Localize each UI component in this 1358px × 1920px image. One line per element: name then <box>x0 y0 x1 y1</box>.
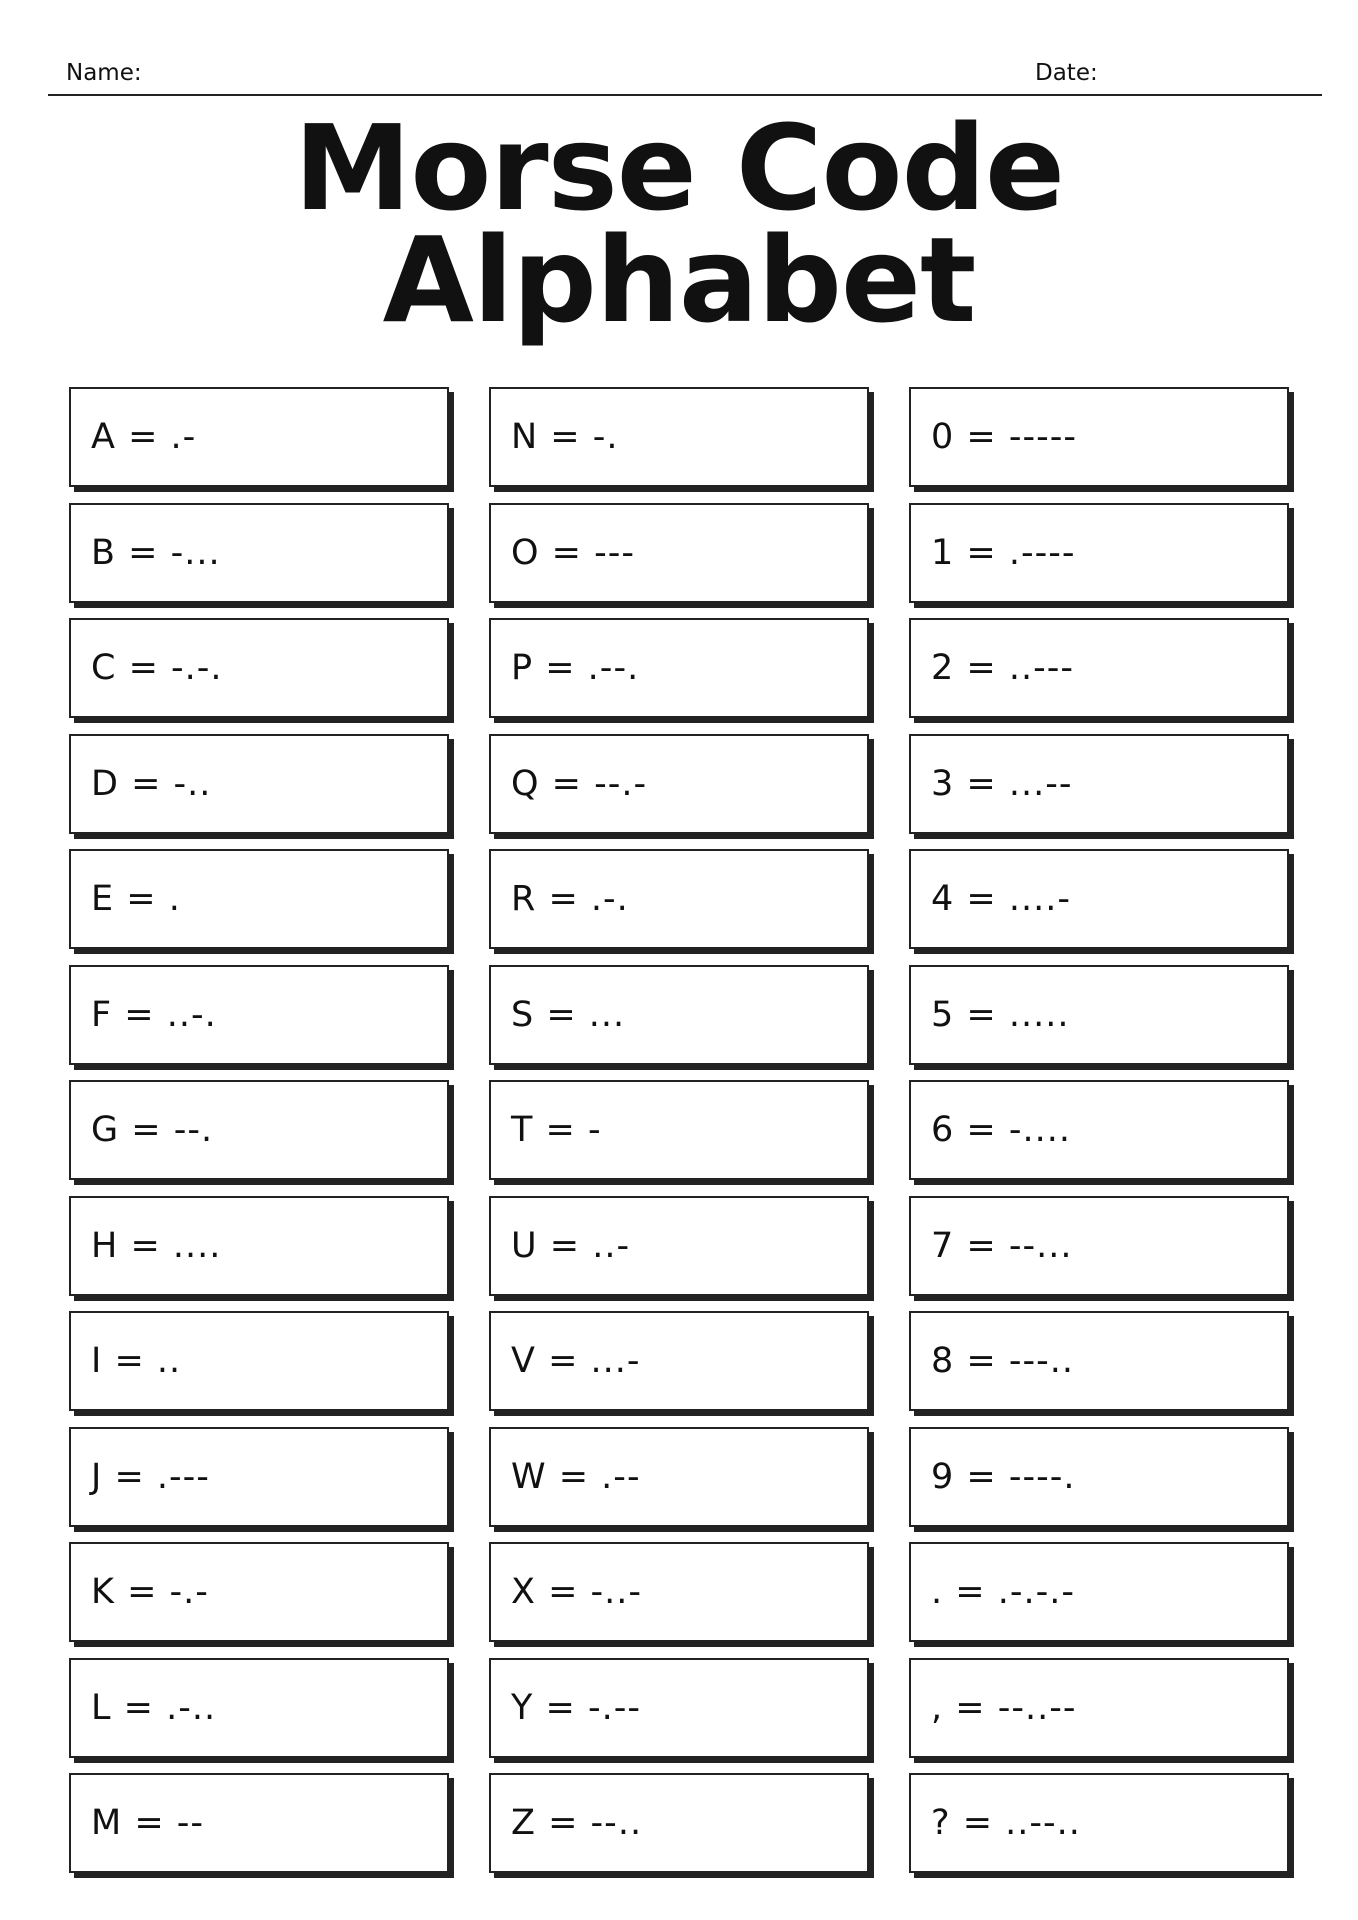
morse-card <box>489 734 869 834</box>
morse-card <box>69 1196 449 1296</box>
morse-card <box>489 387 869 487</box>
morse-card-text: 9 = ----. <box>931 1457 1076 1497</box>
morse-card-text: A = .- <box>91 417 197 457</box>
morse-card <box>69 1427 449 1527</box>
morse-card-text: O = --- <box>511 533 636 573</box>
morse-card <box>909 965 1289 1065</box>
morse-card <box>909 618 1289 718</box>
morse-card <box>909 1658 1289 1758</box>
morse-card <box>489 618 869 718</box>
morse-card-text: E = . <box>91 879 181 919</box>
morse-card <box>909 849 1289 949</box>
morse-card-text: 8 = ---.. <box>931 1341 1074 1381</box>
name-label: Name: <box>66 60 142 86</box>
morse-card-text: S = ... <box>511 995 626 1035</box>
morse-card <box>909 503 1289 603</box>
morse-card-text: 4 = ....- <box>931 879 1071 919</box>
morse-card-text: R = .-. <box>511 879 629 919</box>
morse-card <box>69 734 449 834</box>
morse-card <box>489 1427 869 1527</box>
morse-card-text: Z = --.. <box>511 1803 643 1843</box>
morse-card <box>489 965 869 1065</box>
morse-card <box>69 1658 449 1758</box>
morse-card-text: X = -..- <box>511 1572 643 1612</box>
morse-card <box>489 1311 869 1411</box>
morse-card-text: 5 = ..... <box>931 995 1070 1035</box>
morse-card <box>909 1080 1289 1180</box>
morse-card-text: H = .... <box>91 1226 222 1266</box>
morse-card <box>909 1311 1289 1411</box>
morse-card-text: W = .-- <box>511 1457 641 1497</box>
morse-card <box>489 1773 869 1873</box>
morse-card <box>69 1542 449 1642</box>
title-line-1: Morse Code <box>293 99 1065 237</box>
morse-card-text: 0 = ----- <box>931 417 1077 457</box>
morse-card <box>69 618 449 718</box>
morse-card-text: L = .-.. <box>91 1688 217 1728</box>
morse-card <box>489 1658 869 1758</box>
morse-card <box>489 849 869 949</box>
morse-card <box>489 1080 869 1180</box>
morse-card <box>489 503 869 603</box>
morse-card-text: G = --. <box>91 1110 214 1150</box>
morse-card-text: F = ..-. <box>91 995 217 1035</box>
morse-card-text: ? = ..--.. <box>931 1803 1081 1843</box>
morse-card-text: N = -. <box>511 417 619 457</box>
morse-card-text: T = - <box>511 1110 602 1150</box>
morse-card-text: V = ...- <box>511 1341 641 1381</box>
morse-card <box>909 1196 1289 1296</box>
header-row <box>48 56 1322 96</box>
morse-card <box>69 965 449 1065</box>
morse-card-text: Q = --.- <box>511 764 648 804</box>
morse-card <box>489 1542 869 1642</box>
morse-card-text: I = .. <box>91 1341 182 1381</box>
morse-card <box>69 503 449 603</box>
morse-card <box>69 1080 449 1180</box>
morse-card-text: . = .-.-.- <box>931 1572 1075 1612</box>
morse-card-text: C = -.-. <box>91 648 223 688</box>
morse-card-text: Y = -.-- <box>511 1688 641 1728</box>
date-label: Date: <box>1035 60 1098 86</box>
page-title <box>0 99 1358 349</box>
morse-card <box>69 1773 449 1873</box>
morse-card <box>909 387 1289 487</box>
morse-card <box>69 387 449 487</box>
morse-card-text: 3 = ...-- <box>931 764 1073 804</box>
morse-card <box>69 1311 449 1411</box>
morse-card <box>909 1542 1289 1642</box>
title-line-2: Alphabet <box>382 211 976 349</box>
morse-card-text: J = .--- <box>91 1457 210 1497</box>
morse-card-text: K = -.- <box>91 1572 209 1612</box>
morse-card-text: U = ..- <box>511 1226 631 1266</box>
morse-card-text: 1 = .---- <box>931 533 1076 573</box>
morse-card <box>69 849 449 949</box>
morse-card-text: P = .--. <box>511 648 640 688</box>
morse-card-text: 7 = --... <box>931 1226 1073 1266</box>
morse-card-text: D = -.. <box>91 764 212 804</box>
morse-card <box>489 1196 869 1296</box>
morse-card-text: M = -- <box>91 1803 205 1843</box>
morse-card <box>909 1427 1289 1527</box>
morse-card-text: B = -... <box>91 533 221 573</box>
morse-card-text: 6 = -.... <box>931 1110 1071 1150</box>
morse-card-text: , = --..-- <box>931 1688 1077 1728</box>
morse-card <box>909 734 1289 834</box>
morse-card-text: 2 = ..--- <box>931 648 1074 688</box>
morse-card <box>909 1773 1289 1873</box>
